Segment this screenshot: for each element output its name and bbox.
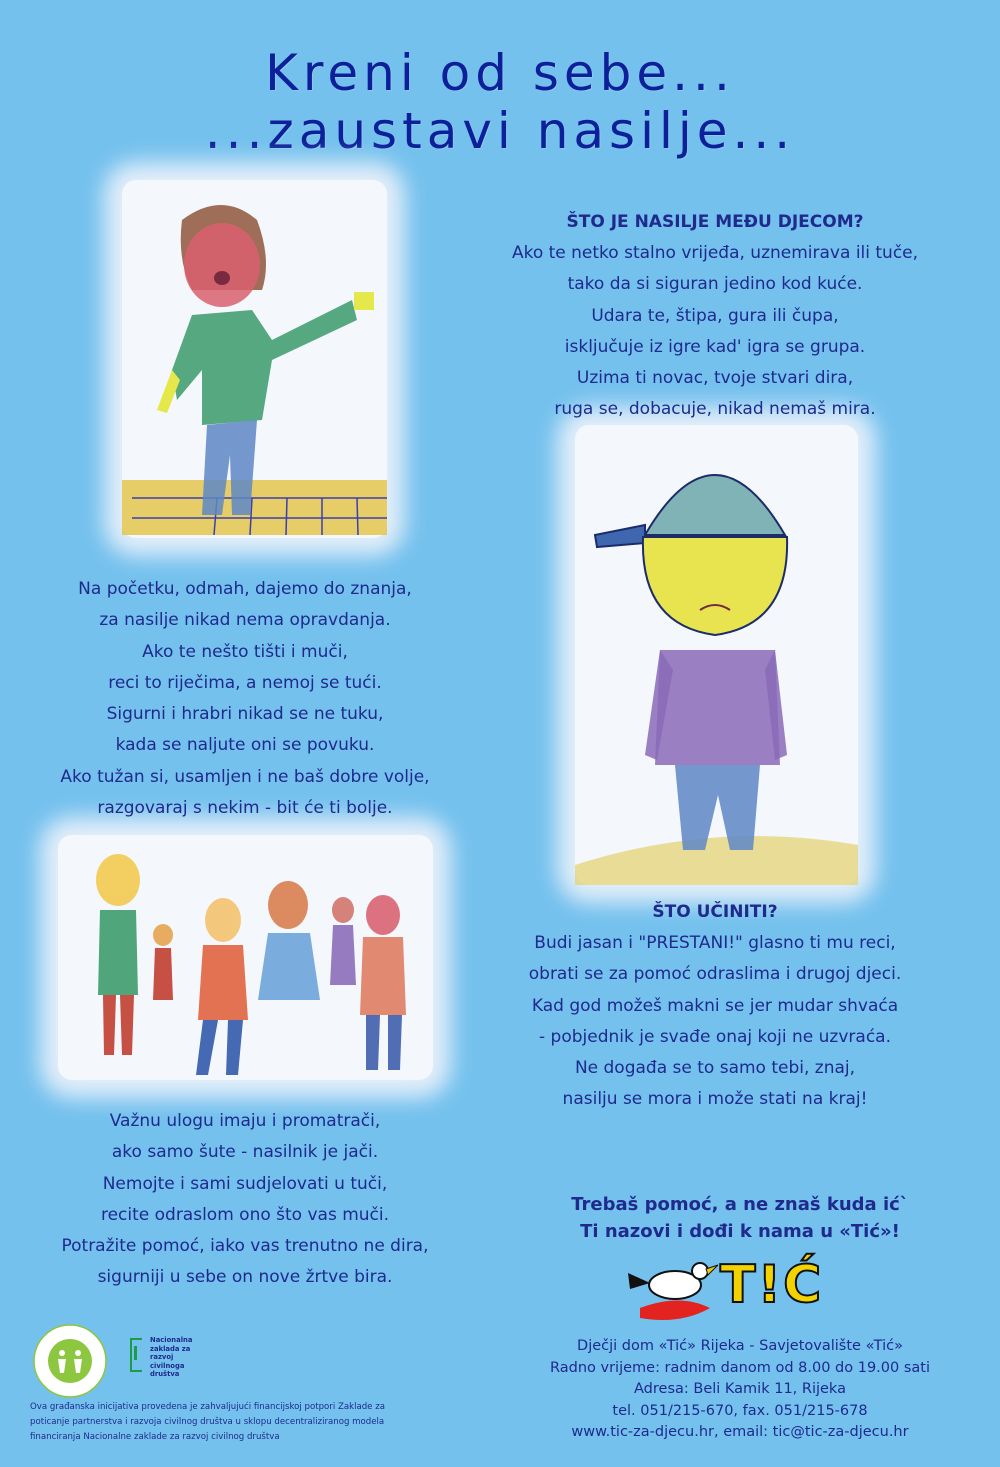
- section-todo-heading: ŠTO UČINITI?: [652, 902, 778, 922]
- verse-line: reci to riječima, a nemoj se tući.: [108, 672, 382, 693]
- contact-line: tel. 051/215-670, fax. 051/215-678: [612, 1402, 868, 1419]
- verse-line: - pobjednik je svađe onaj koji ne uzvraća.: [539, 1026, 891, 1047]
- help-line-2: Ti nazovi i dođi k nama u «Tić»!: [580, 1221, 900, 1242]
- funding-smallprint: Ova građanska inicijativa provedena je zahvaljujući financijskoj potpori Zaklade za poticanje partnerstva i razvoja civilnog društva u sklopu decentraliziranog modela financiranja Nacionalne zaklade za razvoj civilnog društva: [30, 1402, 385, 1442]
- tic-logo: [620, 1253, 845, 1328]
- nacionalna-zaklada-text: Nacionalna zaklada za razvoj civilnoga društva: [150, 1336, 193, 1379]
- verse-line: za nasilje nikad nema opravdanja.: [99, 610, 391, 631]
- group-illustration: [58, 835, 433, 1080]
- contact-info: [520, 1336, 960, 1444]
- verse-line: Sigurni i hrabri nikad se ne tuku,: [106, 704, 384, 725]
- verse-line: obrati se za pomoć odraslima i drugoj djeci.: [528, 964, 902, 985]
- drawing-sad-child: [575, 425, 858, 885]
- verse-line: kada se naljute oni se povuku.: [115, 735, 375, 756]
- contact-line: Dječji dom «Tić» Rijeka - Savjetovalište «Tić»: [577, 1338, 903, 1354]
- tic-logo-text: T!Ć: [720, 1255, 824, 1315]
- title-line-2: ...zaustavi nasilje...: [204, 102, 796, 160]
- verse-line: Na početku, odmah, dajemo do znanja,: [78, 579, 412, 599]
- section-violence: [480, 207, 950, 426]
- verse-line: sigurniji u sebe on nove žrtve bira.: [97, 1267, 393, 1288]
- verse-line: Kad god možeš makni se jer mudar shvaća: [531, 995, 899, 1016]
- verse-line: Važnu ulogu imaju i promatrači,: [109, 1111, 381, 1131]
- contact-line: www.tic-za-djecu.hr, email: tic@tic-za-djecu.hr: [571, 1424, 909, 1440]
- verse-line: tako da si siguran jedino kod kuće.: [567, 274, 863, 295]
- verse-line: isključuje iz igre kad' igra se grupa.: [564, 336, 866, 357]
- shouting-child-illustration: [122, 180, 387, 538]
- verse-line: nasilju se mora i može stati na kraj!: [562, 1089, 868, 1110]
- verse-line: razgovaraj s nekim - bit će ti bolje.: [97, 798, 393, 819]
- help-line-1: Trebaš pomoć, a ne znaš kuda ić`: [571, 1194, 909, 1215]
- verse-line: Uzima ti novac, tvoje stvari dira,: [576, 368, 854, 389]
- verse-line: ruga se, dobacuje, nikad nemaš mira.: [554, 399, 876, 420]
- verse-line: ako samo šute - nasilnik je jači.: [111, 1142, 379, 1163]
- title-line-1: Kreni od sebe...: [265, 44, 735, 102]
- section-todo: [480, 897, 950, 1116]
- verse-line: Udara te, štipa, gura ili čupa,: [591, 305, 839, 326]
- verse-line: Ne događa se to samo tebi, znaj,: [574, 1058, 856, 1079]
- section-violence-heading: ŠTO JE NASILJE MEĐU DJECOM?: [566, 212, 864, 232]
- verse-line: recite odraslom ono što vas muči.: [100, 1204, 390, 1225]
- help-callout: [540, 1191, 940, 1245]
- contact-line: Radno vrijeme: radnim danom od 8.00 do 19.00 sati: [549, 1359, 930, 1376]
- verse-line: Potražite pomoć, iako vas trenutno ne dira,: [61, 1236, 429, 1257]
- sad-child-illustration: [575, 425, 858, 885]
- nacionalna-zaklada-logo: [130, 1336, 210, 1396]
- verse-line: Nemojte i sami sudjelovati u tuči,: [102, 1173, 388, 1194]
- verse-line: Ako te netko stalno vrijeđa, uznemirava ili tuče,: [511, 243, 919, 263]
- drawing-shouting-child: [122, 180, 387, 538]
- bracket-dot-icon: [134, 1346, 137, 1360]
- contact-line: Adresa: Beli Kamik 11, Rijeka: [634, 1381, 846, 1397]
- drawing-group-of-children: [58, 835, 433, 1080]
- zaklada-partnerstva-logo: [32, 1323, 108, 1399]
- verse-line: Ako tužan si, usamljen i ne baš dobre volje,: [60, 766, 430, 787]
- verse-line: Budi jasan i "PRESTANI!" glasno ti mu reci,: [534, 933, 896, 953]
- verse-line: Ako te nešto tišti i muči,: [142, 641, 348, 662]
- zaklada-logo-icon: [32, 1323, 108, 1399]
- section-start: [20, 574, 470, 824]
- section-observers: [20, 1106, 470, 1294]
